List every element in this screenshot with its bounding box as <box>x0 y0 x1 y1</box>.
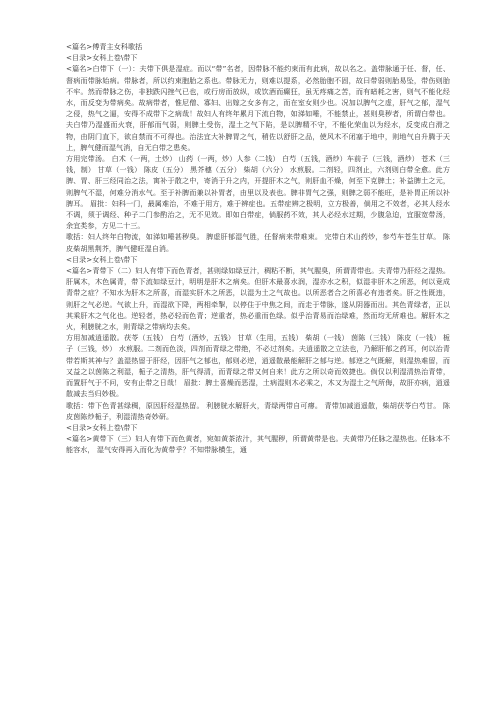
chapter-title: <篇名>傅青主女科歌括 <box>66 42 143 51</box>
toc-entry: <目录>女科上卷\带下 <box>66 422 138 432</box>
toc-entry: <目录>女科上卷\带下 <box>66 53 138 63</box>
verse-summary: 歌括：妇人终年白物流，如涕如唾甚秽臭。 脾虚肝郁湿气胜，任督病来带难束。 完带白术山药炒，参芍车苍生甘草。 陈皮柴胡黑荆芥，脾气健旺湿自消。 <box>66 232 450 253</box>
verse-summary: 歌括：带下色青甚绿稠，原因肝经湿热留。 利膀胱水解肝火，青绿两带自可瘳。 青带加减逍遥散，柴胡茯苓白芍甘。 陈皮茵陈炒栀子，利湿清热奇妙研。 <box>66 400 450 421</box>
section-white-discharge: <篇名>白带下（一）：夫带下俱是湿症。而以“带”名者，因带脉不能约束而有此病，故以名之。盖带脉通于任、督，任、督病而带脉始病。带脉者，所以约束胞胎之系也。带脉无力，则难以提系，必然胎胞不固，故曰带弱则胎易坠，带伤则胎不牢。然而带脉之伤，非独跌闪挫气已也，或行房而放纵，或饮酒而癫狂，虽无疼痛之苦，而有暗耗之害，则气不能化经水，而反变为带病矣。故病带者，惟尼僧、寡妇、出嫁之女多有之，而在室女则少也。况加以脾气之虚，肝气之郁，湿气之侵，热气之逼，安得不成带下之病哉！故妇人有终年累月下流白物，如涕如唾，不能禁止，甚则臭秽者，所谓白带也。夫白带乃湿盛而火衰，肝郁而气弱，则脾土受伤，湿土之气下陷，是以脾精不守，不能化荣血以为经水，反变成白滑之物，由阴门直下，欲自禁而不可得也。治法宜大补脾胃之气，稍佐以舒肝之品，使风木不闭塞于地中，则地气自升腾于天上，脾气健而湿气消，自无白带之患矣。 <box>66 64 450 152</box>
section-yellow-discharge: <篇名>黄带下（三）妇人有带下而色黄者，宛如黄茶浓汁，其气腥秽，所谓黄带是也。夫黄带乃任脉之湿热也。任脉本不能容水， 湿气安得再入而化为黄带乎？不知带脉横生，通 <box>66 434 450 455</box>
section-green-discharge: <篇名>青带下（二）妇人有带下而色青者，甚则绿如绿豆汁，稠粘不断，其气腥臭，所谓青带也。夫青带乃肝经之湿热。肝属木，木色属青，带下流如绿豆汁，明明是肝木之病矣。但肝木最喜水润，湿亦水之积，似湿非肝木之所恶，何以竟成青带之症？不知水为肝木之所喜，而湿实肝木之所恶，以湿为土之气故也。以所恶者合之所喜必有违者矣。肝之性既违，则肝之气必逆。气欲上升，而湿欲下降，两相牵掣，以停住于中焦之间，而走于带脉，遂从阴器而出。其色青绿者，正以其乘肝木之气化也。逆轻者，热必轻而色青；逆重者，热必重而色绿。似乎治青易而治绿难，然而均无所难也。解肝木之火，利膀胱之水，则青绿之带病均去矣。 <box>66 266 450 332</box>
toc-entry: <目录>女科上卷\带下 <box>66 254 138 264</box>
document-body <box>66 41 450 456</box>
prescription-wandai-tang: 方用完带汤。 白术（一两，土炒） 山药（一两，炒）人参（二钱） 白芍（五钱，酒炒）车前子（三钱，酒炒） 苍术（三钱，制） 甘草（一钱） 陈皮（五分） 黑芥穗（五分） 柴胡（六分） 水煎服。二剂轻，四剂止，六剂则白带全愈。此方脾、胃、肝三经同治之法，寓补于散之中，寄消于升之内，开提肝木之气，则肝血不燥，何至下克脾土；补益脾土之元，则脾气不湿，何难分消水气。至于补脾而兼以补胃者，由里以及表也。脾非胃气之强，则脾之弱不能旺，是补胃正所以补脾耳。 眉批：妇科一门，最属难治，不难于用方，难于辨症也。五带症辨之极明，立方极善，倘用之不效者，必其人经水不调，须于调经、种子二门参酌治之，无不见效。即如白带症，倘服药不效，其人必经水过期，少腹急迫，宜服宽带汤，余宜类参，方见二十三。 <box>66 154 450 231</box>
prescription-xiaoyao-san: 方用加减逍遥散。茯苓（五钱） 白芍（酒炒，五钱） 甘草（生用，五钱） 柴胡（一钱） 茵陈（三钱） 陈皮（一钱） 栀子（三钱，炒） 水煎服。二剂而色淡，四剂而青绿之带绝，不必过剂矣。夫逍遥散之立法也，乃解肝郁之药耳，何以治青带若斯其神与？盖湿热留于肝经，因肝气之郁也，郁则必逆，逍遥散最能解肝之郁与逆。郁逆之气既解，则湿热难留，而又益之以茵陈之利湿，栀子之清热，肝气得清，而青绿之带又何自来！此方之所以奇而效捷也。倘仅以利湿清热治青带，而置肝气于不问，安有止带之日哉！ 眉批：脾土喜燥而恶湿，土病湿则木必乘之，木又为湿土之气所侮，故肝亦病，逍遥散减去当归妙极。 <box>66 333 450 399</box>
